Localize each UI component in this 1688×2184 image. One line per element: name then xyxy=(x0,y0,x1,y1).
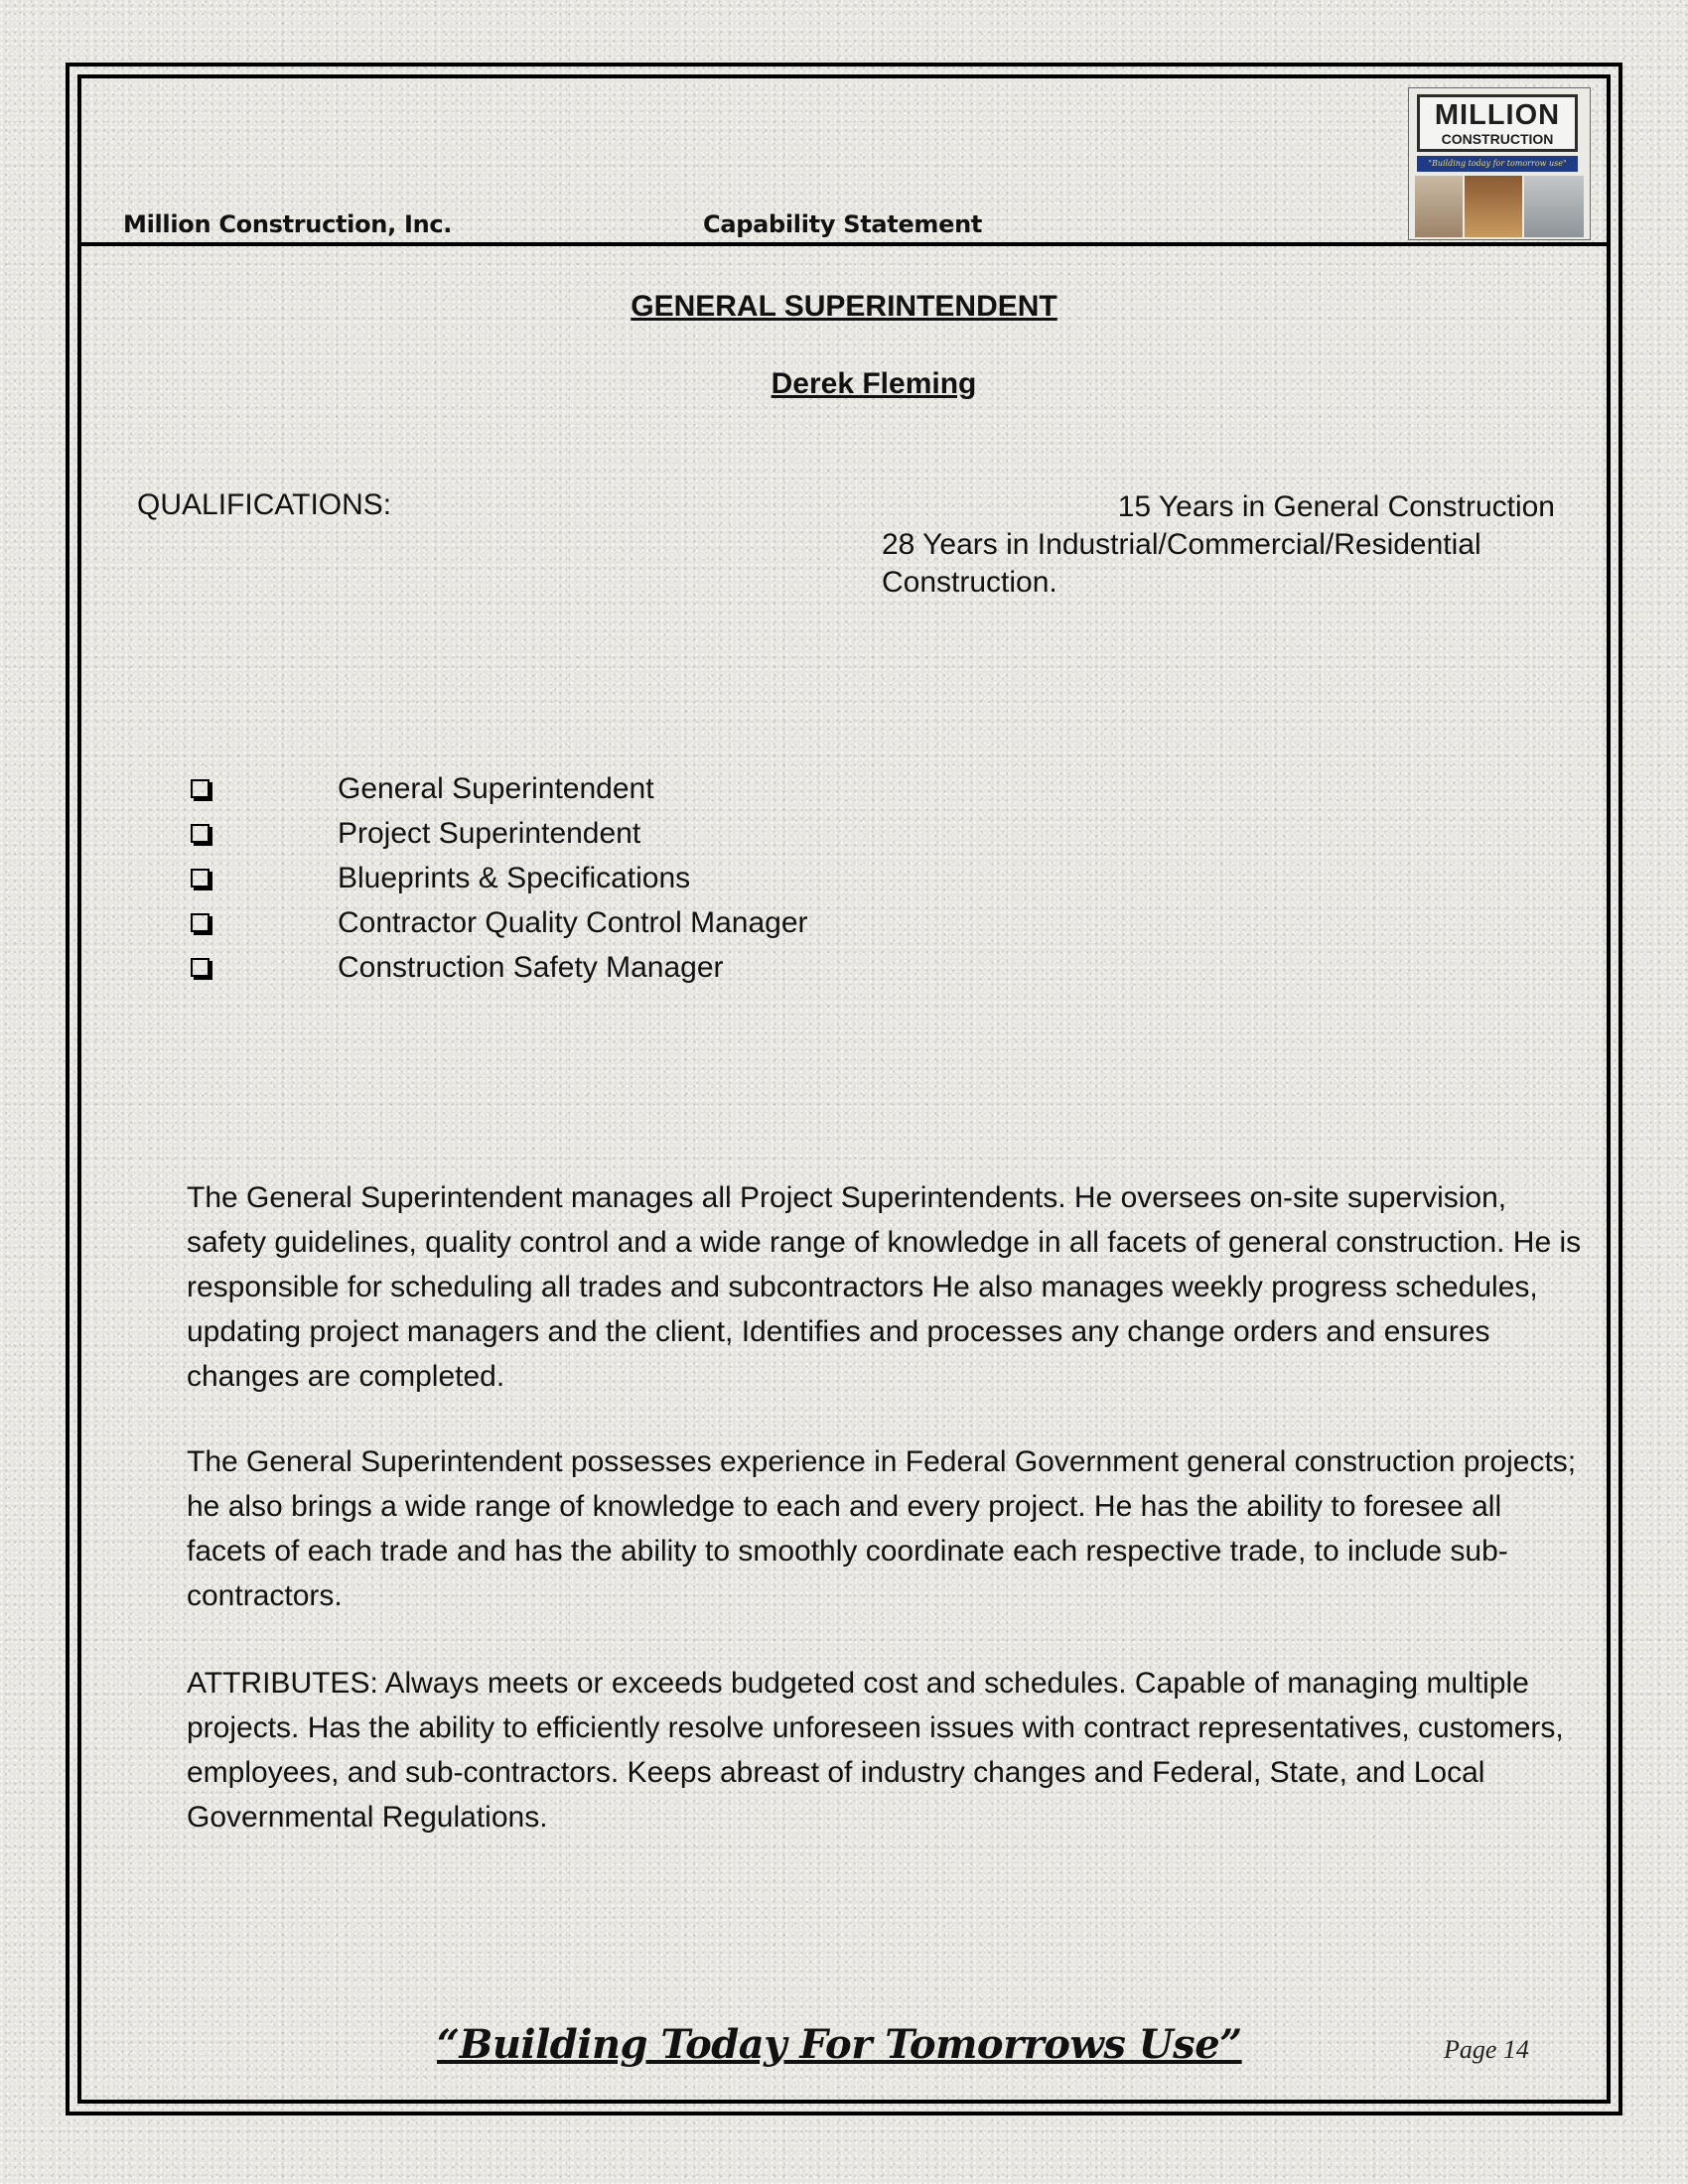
list-item xyxy=(187,900,808,945)
list-item xyxy=(187,766,808,811)
roles-list xyxy=(187,766,808,990)
person-name: Derek Fleming xyxy=(771,367,977,400)
header-divider xyxy=(81,242,1607,246)
page-number: Page 14 xyxy=(1444,2035,1529,2064)
list-item xyxy=(187,856,808,900)
logo-photo-building-2 xyxy=(1465,176,1522,237)
header-document-title: Capability Statement xyxy=(703,210,983,238)
attributes-paragraph: ATTRIBUTES: Always meets or exceeds budgeted cost and schedules. Capable of managing multiple projects. Has the ability to efficiently resolve unforeseen issues with contract representatives, customers, employees, and sub-contractors. Keeps abreast of industry changes and Federal, State, and Local Governmental Regulations. xyxy=(187,1667,1564,1834)
checkbox-icon xyxy=(191,869,210,887)
checkbox-icon xyxy=(191,958,210,977)
header-company-name: Million Construction, Inc. xyxy=(123,210,453,238)
role-label: General Superintendent xyxy=(338,772,654,805)
logo-photo-building-1 xyxy=(1415,176,1463,237)
checkbox-icon xyxy=(191,824,210,843)
checkbox-icon xyxy=(191,779,210,798)
logo-word-construction: CONSTRUCTION xyxy=(1441,131,1554,147)
logo-word-million: MILLION xyxy=(1434,99,1561,131)
role-label: Project Superintendent xyxy=(338,817,641,850)
list-item xyxy=(187,945,808,990)
job-title: GENERAL SUPERINTENDENT xyxy=(631,290,1057,323)
qualifications-label: QUALIFICATIONS: xyxy=(137,488,392,521)
description-paragraph: The General Superintendent manages all Project Superintendents. He oversees on-site supervision, safety guidelines, quality control and a wide range of knowledge in all facets of general construction. He is responsible for scheduling all trades and subcontractors He also manages weekly progress schedules, updating project managers and the client, Identifies and processes any change orders and ensures changes are completed. xyxy=(187,1181,1582,1393)
company-logo xyxy=(1408,87,1591,240)
list-item xyxy=(187,811,808,856)
logo-wordmark-box xyxy=(1417,94,1578,152)
logo-tagline: "Building today for tomorrow use" xyxy=(1417,156,1578,172)
role-label: Blueprints & Specifications xyxy=(338,862,691,894)
checkbox-icon xyxy=(191,913,210,932)
experience-paragraph: The General Superintendent possesses experience in Federal Government general construction projects; he also brings a wide range of knowledge to each and every project. He has the ability to foresee all facets of each trade and has the ability to smoothly coordinate each respective trade, to include sub-contractors. xyxy=(187,1445,1577,1612)
footer-slogan: “Building Today For Tomorrows Use” xyxy=(437,2021,1242,2068)
qualification-industrial-years: 28 Years in Industrial/Commercial/Residential Construction. xyxy=(882,528,1481,599)
role-label: Contractor Quality Control Manager xyxy=(338,906,808,939)
role-label: Construction Safety Manager xyxy=(338,951,724,984)
qualification-general-years: 15 Years in General Construction xyxy=(1117,490,1555,523)
logo-photo-building-3 xyxy=(1524,176,1584,237)
qualifications-details xyxy=(882,488,1555,602)
